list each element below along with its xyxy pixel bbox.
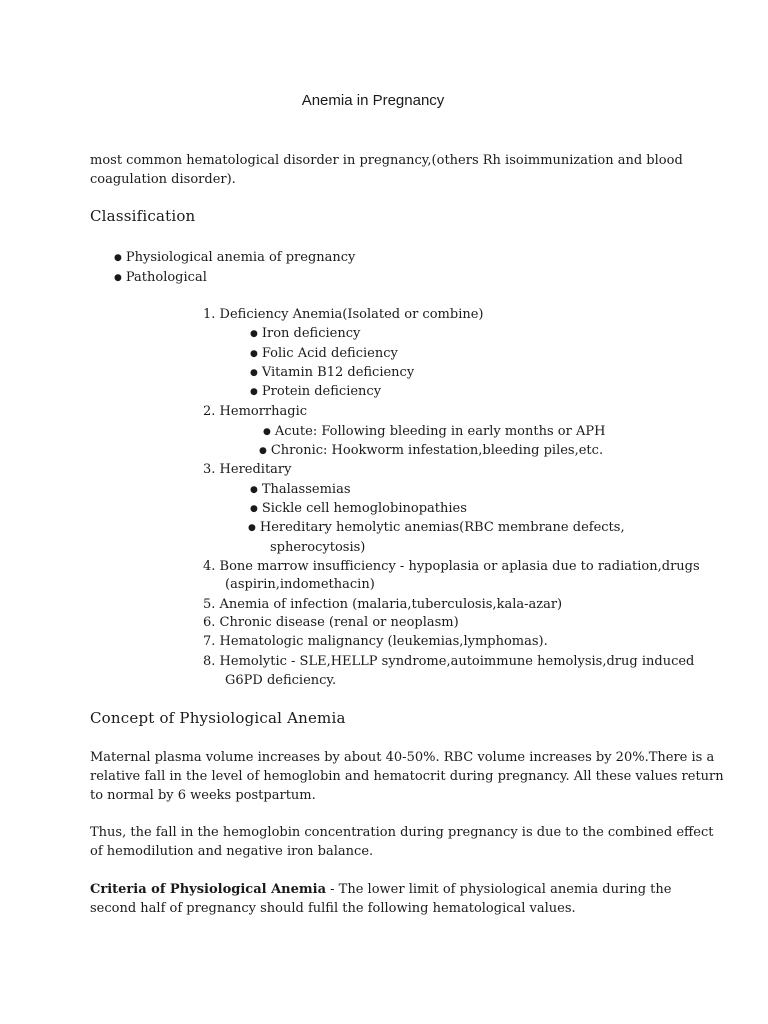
criteria-label: Criteria of Physiological Anemia (90, 882, 327, 897)
sub-bullet-sickle-cell: ● Sickle cell hemoglobinopathies (250, 499, 467, 520)
item-hereditary: 3. Hereditary (203, 462, 292, 477)
concept-para1-line3: to normal by 6 weeks postpartum. (90, 788, 316, 803)
page-title: Anemia in Pregnancy (301, 92, 445, 109)
item-hemorrhagic: 2. Hemorrhagic (203, 404, 308, 419)
sub-bullet-thalassemias: ● Thalassemias (250, 480, 351, 501)
sub-bullet-iron: ● Iron deficiency (250, 324, 360, 345)
sub-bullet-folic: ● Folic Acid deficiency (250, 344, 398, 365)
item-deficiency-anemia: 1. Deficiency Anemia(Isolated or combine) (203, 307, 484, 322)
criteria-text: - The lower limit of physiological anemia during the (326, 882, 672, 897)
item-chronic-disease: 6. Chronic disease (renal or neoplasm) (203, 615, 459, 630)
item-hemolytic: 8. Hemolytic - SLE,HELLP syndrome,autoimmune hemolysis,drug induced (203, 654, 695, 669)
item-hematologic-malignancy: 7. Hematologic malignancy (leukemias,lymphomas). (203, 634, 548, 649)
criteria-line1 (90, 880, 671, 899)
concept-heading: Concept of Physiological Anemia (90, 709, 346, 727)
criteria-line2: second half of pregnancy should fulfil the following hematological values. (90, 901, 576, 916)
main-bullet-physiological: ● Physiological anemia of pregnancy (114, 248, 355, 269)
sub-bullet-hereditary-hemolytic: ● Hereditary hemolytic anemias(RBC membrane defects, (248, 518, 625, 539)
intro-line-2: coagulation disorder). (90, 172, 236, 187)
sub-bullet-chronic: ● Chronic: Hookworm infestation,bleeding piles,etc. (259, 441, 603, 462)
sub-bullet-protein: ● Protein deficiency (250, 382, 381, 403)
main-bullet-pathological: ● Pathological (114, 268, 207, 289)
sub-bullet-b12: ● Vitamin B12 deficiency (250, 363, 414, 384)
item-anemia-infection: 5. Anemia of infection (malaria,tuberculosis,kala-azar) (203, 597, 563, 612)
concept-para1-line2: relative fall in the level of hemoglobin and hematocrit during pregnancy. All these values return (90, 769, 724, 784)
classification-heading: Classification (90, 207, 196, 225)
sub-bullet-acute: ● Acute: Following bleeding in early months or APH (263, 422, 605, 443)
concept-para1-line1: Maternal plasma volume increases by about 40-50%. RBC volume increases by 20%.There is a (90, 750, 715, 765)
intro-line-1: most common hematological disorder in pregnancy,(others Rh isoimmunization and blood (90, 153, 683, 168)
item-bone-marrow-cont: (aspirin,indomethacin) (225, 577, 375, 592)
sub-bullet-hereditary-hemolytic-cont: spherocytosis) (270, 540, 366, 555)
concept-para2-line2: of hemodilution and negative iron balance. (90, 844, 374, 859)
item-bone-marrow: 4. Bone marrow insufficiency - hypoplasia or aplasia due to radiation,drugs (203, 559, 700, 574)
concept-para2-line1: Thus, the fall in the hemoglobin concentration during pregnancy is due to the combined effect (90, 825, 714, 840)
item-hemolytic-cont: G6PD deficiency. (225, 673, 337, 688)
